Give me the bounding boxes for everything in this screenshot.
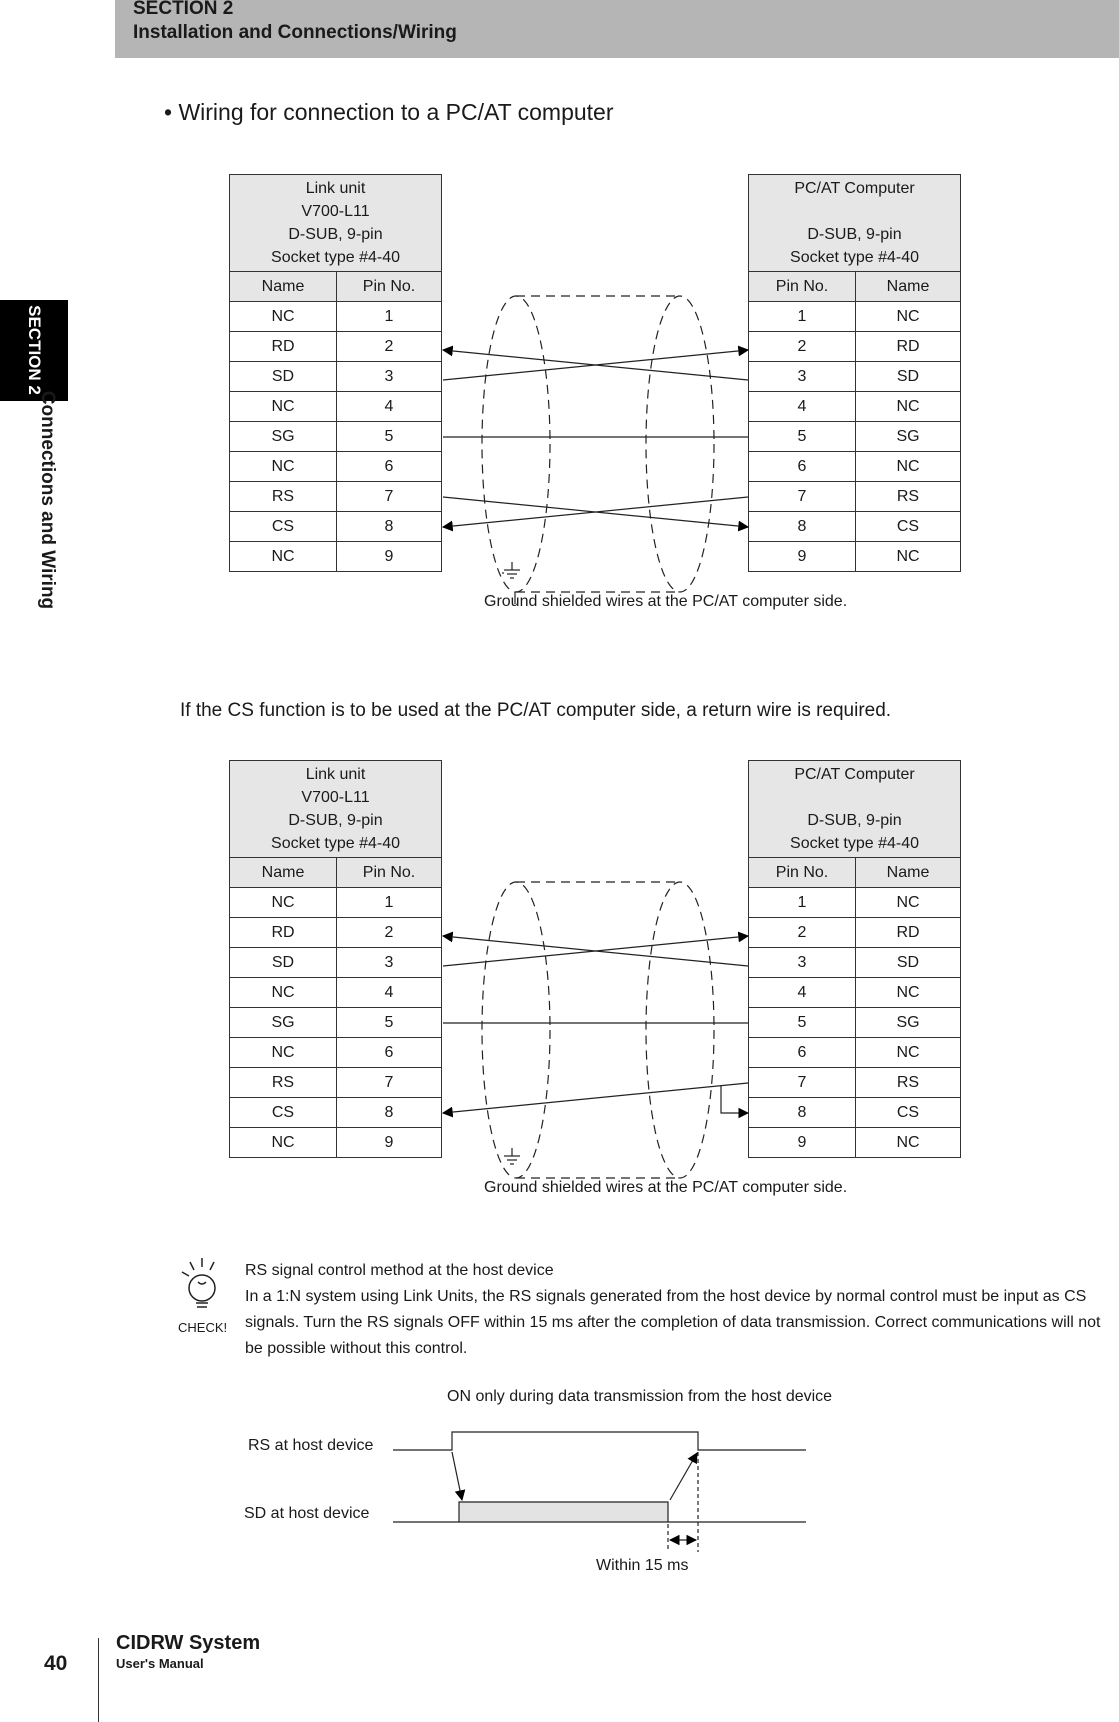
col-header-pin: Pin No. [749, 272, 856, 302]
signal-name: NC [856, 1128, 961, 1158]
signal-name: SD [230, 362, 337, 392]
pin-number: 7 [337, 482, 442, 512]
shield-1 [482, 296, 714, 592]
signal-name: SG [856, 422, 961, 452]
cs-note: If the CS function is to be used at the PC/AT computer side, a return wire is required. [180, 700, 892, 721]
signal-name: NC [856, 542, 961, 572]
ground-caption-2: Ground shielded wires at the PC/AT computer side. [484, 1179, 848, 1196]
pin-number: 8 [749, 1098, 856, 1128]
signal-name: RS [856, 1068, 961, 1098]
pin-number: 5 [337, 1008, 442, 1038]
pin-number: 9 [749, 1128, 856, 1158]
footer-manual: User's Manual [116, 1656, 204, 1671]
pin-number: 1 [337, 302, 442, 332]
signal-name: SG [230, 1008, 337, 1038]
signal-name: SD [230, 948, 337, 978]
pin-number: 2 [749, 918, 856, 948]
pin-number: 9 [337, 1128, 442, 1158]
check-body: In a 1:N system using Link Units, the RS signals generated from the host device by normal control must be input as CS signals. Turn the RS signals OFF within 15 ms after the completion of data transmission. Correct communications will not be possible without this control. [245, 1288, 1101, 1357]
signal-name: NC [230, 392, 337, 422]
pin-number: 1 [337, 888, 442, 918]
table-title: PC/AT Computer D-SUB, 9-pin Socket type #4-40 [749, 761, 961, 858]
sd-pulse [459, 1502, 668, 1522]
signal-name: CS [856, 512, 961, 542]
pin-number: 6 [749, 452, 856, 482]
check-title: RS signal control method at the host device [245, 1262, 554, 1279]
footer-divider [98, 1638, 99, 1722]
signal-name: NC [230, 888, 337, 918]
col-header-name: Name [856, 858, 961, 888]
pin-number: 4 [337, 392, 442, 422]
signal-name: CS [230, 1098, 337, 1128]
pin-number: 3 [337, 948, 442, 978]
footer-system: CIDRW System [116, 1632, 261, 1654]
table-title: Link unit V700-L11 D-SUB, 9-pin Socket type #4-40 [230, 175, 442, 272]
pin-number: 2 [337, 332, 442, 362]
col-header-name: Name [230, 272, 337, 302]
ground-symbol-1 [504, 562, 520, 578]
pin-number: 9 [749, 542, 856, 572]
signal-name: NC [230, 1128, 337, 1158]
pin-number: 3 [337, 362, 442, 392]
side-tab-label: SECTION 2 [25, 305, 44, 395]
col-header-name: Name [230, 858, 337, 888]
pin-number: 4 [749, 392, 856, 422]
pin-number: 9 [337, 542, 442, 572]
signal-name: RS [856, 482, 961, 512]
signal-name: RS [230, 482, 337, 512]
side-section-text: Connections and Wiring [37, 390, 58, 610]
pin-number: 1 [749, 888, 856, 918]
signal-name: SD [856, 362, 961, 392]
signal-name: NC [230, 978, 337, 1008]
table-title: PC/AT Computer D-SUB, 9-pin Socket type #4-40 [749, 175, 961, 272]
section-label: SECTION 2 [133, 0, 234, 19]
signal-name: RD [230, 918, 337, 948]
pin-number: 4 [337, 978, 442, 1008]
page-number: 40 [44, 1652, 68, 1675]
signal-name: RS [230, 1068, 337, 1098]
pin-number: 7 [749, 482, 856, 512]
pin-number: 3 [749, 948, 856, 978]
signal-name: NC [230, 302, 337, 332]
pin-number: 5 [749, 422, 856, 452]
shield-2 [482, 882, 714, 1178]
signal-name: RD [856, 918, 961, 948]
timing-top-label: ON only during data transmission from the host device [447, 1388, 833, 1405]
pin-number: 3 [749, 362, 856, 392]
within-label: Within 15 ms [596, 1557, 689, 1574]
signal-name: NC [856, 302, 961, 332]
wire2-cs-rs [443, 1083, 748, 1113]
signal-name: CS [230, 512, 337, 542]
signal-name: SG [230, 422, 337, 452]
signal-name: CS [856, 1098, 961, 1128]
pin-number: 8 [749, 512, 856, 542]
signal-name: NC [230, 452, 337, 482]
pin-number: 7 [749, 1068, 856, 1098]
section-bullet: • Wiring for connection to a PC/AT computer [164, 99, 614, 125]
pin-number: 1 [749, 302, 856, 332]
pin-number: 7 [337, 1068, 442, 1098]
signal-name: NC [856, 888, 961, 918]
check-lightbulb-icon [178, 1258, 234, 1323]
ground-caption-1: Ground shielded wires at the PC/AT computer side. [484, 593, 848, 610]
signal-name: NC [856, 392, 961, 422]
col-header-pin: Pin No. [337, 858, 442, 888]
col-header-name: Name [856, 272, 961, 302]
check-label: CHECK! [178, 1320, 228, 1335]
signal-name: RD [856, 332, 961, 362]
signal-name: SG [856, 1008, 961, 1038]
pin-number: 2 [337, 918, 442, 948]
pin-number: 8 [337, 512, 442, 542]
signal-name: NC [856, 1038, 961, 1068]
wire2-return [721, 1085, 748, 1113]
signal-name: RD [230, 332, 337, 362]
pin-number: 4 [749, 978, 856, 1008]
section-title: Installation and Connections/Wiring [133, 22, 457, 43]
pin-number: 6 [337, 452, 442, 482]
pin-number: 8 [337, 1098, 442, 1128]
check-text-block [245, 1258, 1119, 1362]
col-header-pin: Pin No. [749, 858, 856, 888]
col-header-pin: Pin No. [337, 272, 442, 302]
rs-signal [393, 1432, 806, 1450]
sd-label: SD at host device [244, 1505, 370, 1522]
pin-number: 2 [749, 332, 856, 362]
signal-name: NC [856, 452, 961, 482]
pin-number: 6 [337, 1038, 442, 1068]
ground-symbol-2 [504, 1148, 520, 1164]
signal-name: NC [230, 542, 337, 572]
pin-number: 5 [337, 422, 442, 452]
sd-to-rs-arrow [670, 1453, 697, 1500]
rs-to-sd-arrow [452, 1452, 462, 1500]
signal-name: NC [230, 1038, 337, 1068]
pin-number: 6 [749, 1038, 856, 1068]
signal-name: NC [856, 978, 961, 1008]
rs-label: RS at host device [248, 1437, 374, 1454]
signal-name: SD [856, 948, 961, 978]
pin-number: 5 [749, 1008, 856, 1038]
table-title: Link unit V700-L11 D-SUB, 9-pin Socket type #4-40 [230, 761, 442, 858]
